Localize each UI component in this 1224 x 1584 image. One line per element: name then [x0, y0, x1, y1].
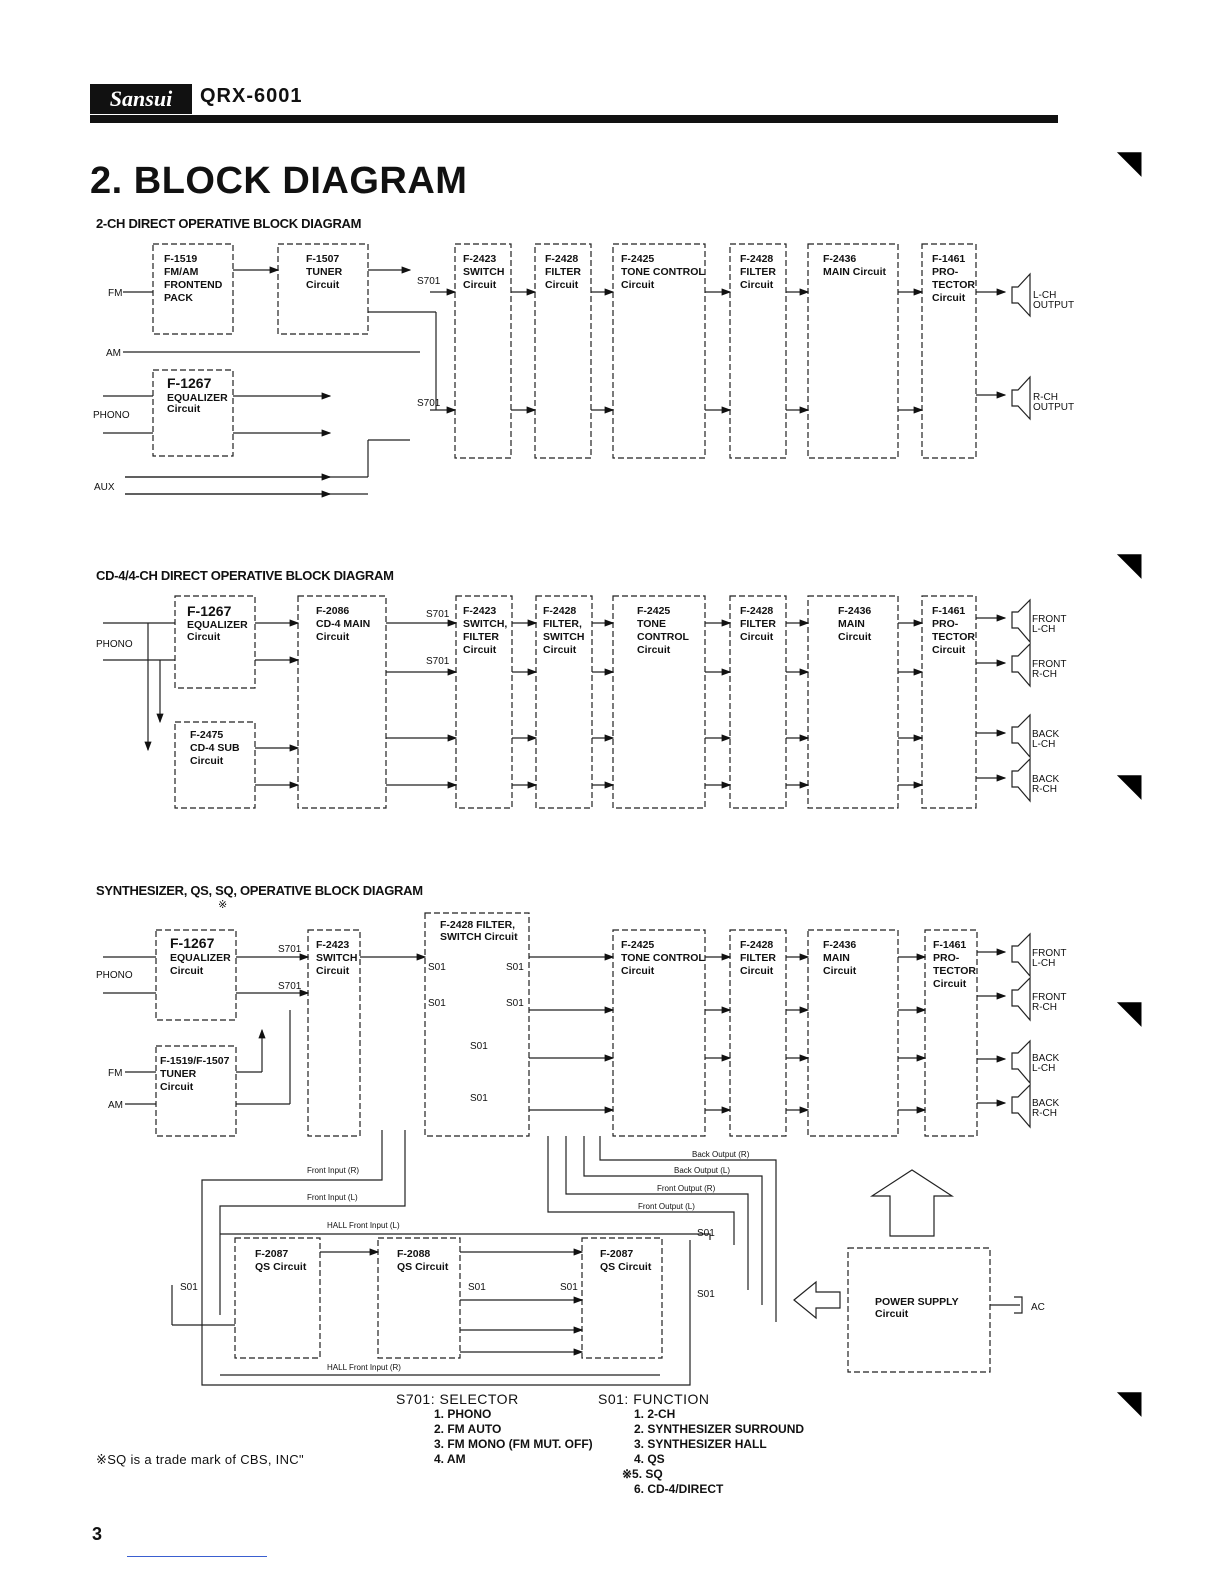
block-f1267-2ch-label-0: F-1267: [167, 375, 212, 391]
cd4-back-r-0: BACK: [1032, 774, 1060, 785]
s01-qs-right2: S01: [697, 1289, 715, 1300]
diagram-cd4: [96, 596, 1066, 808]
cd4-f2423-0: F-2423: [463, 605, 497, 617]
sy-f2087b-0: F-2087: [600, 1248, 634, 1260]
bus-hall-front-input-l: [220, 1234, 710, 1240]
sy-power-0: POWER SUPPLY: [875, 1296, 959, 1308]
cd4-f2425-1: TONE: [637, 618, 666, 630]
aux-label: AUX: [94, 482, 115, 493]
sq-mark: ※: [218, 899, 228, 911]
label-2ch-f2428b-2: Circuit: [740, 279, 774, 291]
sy-f2088-0: F-2088: [397, 1248, 431, 1260]
block-power-supply: [848, 1248, 990, 1372]
s01-c: S01: [428, 998, 446, 1009]
label-2ch-f2425-0: F-2425: [621, 253, 655, 265]
s01-b: S01: [506, 962, 524, 973]
cd4-f2428b-1: FILTER: [740, 618, 776, 630]
label-2ch-f2428b-0: F-2428: [740, 253, 774, 265]
cd4-f1461-0: F-1461: [932, 605, 966, 617]
legend-s701-item: 4. AM: [434, 1452, 466, 1466]
sy-f1461-1: PRO-: [933, 952, 960, 964]
cd4-f2436-2: Circuit: [838, 631, 872, 643]
sy-f2423-1: SWITCH: [316, 952, 358, 964]
cd4-back-r-1: R-CH: [1032, 784, 1057, 795]
cd4-f1267-0: F-1267: [187, 603, 232, 619]
sy-front-l-1: L-CH: [1032, 958, 1056, 969]
sansui-logo: Sansui: [90, 84, 192, 114]
label-2ch-f2436-0: F-2436: [823, 253, 857, 265]
s701-2ch-top: S701: [417, 276, 441, 287]
bus-front-output-r: [566, 1136, 748, 1290]
speaker-icon: [1012, 1085, 1030, 1127]
sy-front-r-0: FRONT: [1032, 992, 1067, 1003]
cd4-front-l-1: L-CH: [1032, 624, 1056, 635]
cd4-f2086-0: F-2086: [316, 605, 350, 617]
hall-front-input-r: HALL Front Input (R): [327, 1363, 401, 1372]
sy-f2423-0: F-2423: [316, 939, 350, 951]
s701-2ch-bot: S701: [417, 398, 441, 409]
ac-label: AC: [1031, 1302, 1045, 1313]
cd4-f2475-0: F-2475: [190, 729, 224, 741]
rch-out-1: OUTPUT: [1033, 402, 1075, 413]
sy-f1461-3: Circuit: [933, 978, 967, 990]
legend-s701-item: 1. PHONO: [434, 1407, 492, 1421]
sy-f1519-2: Circuit: [160, 1081, 194, 1093]
cd4-f2425-2: CONTROL: [637, 631, 689, 643]
cd4-f2425-0: F-2425: [637, 605, 671, 617]
block-f1507-label-1: TUNER: [306, 266, 343, 278]
label-2ch-f2428-0: F-2428: [545, 253, 579, 265]
cd4-f2086-2: Circuit: [316, 631, 350, 643]
section-title-synth: SYNTHESIZER, QS, SQ, OPERATIVE BLOCK DIAGRAM: [96, 883, 423, 898]
legend-s01-item: 4. QS: [634, 1452, 665, 1466]
cd4-f2436-0: F-2436: [838, 605, 872, 617]
sy-phono-label: PHONO: [96, 970, 133, 981]
front-input-l: Front Input (L): [307, 1193, 358, 1202]
block-f1519-label-0: F-1519: [164, 253, 198, 265]
rch-out-0: R-CH: [1033, 392, 1058, 403]
left-arrow-icon: [794, 1282, 840, 1318]
s01-f: S01: [470, 1093, 488, 1104]
speaker-icon: [1012, 644, 1030, 686]
s701-sy-top: S701: [278, 944, 302, 955]
legend-s01-heading: S01: FUNCTION: [598, 1391, 710, 1407]
phono-label: PHONO: [93, 410, 130, 421]
sy-front-l-0: FRONT: [1032, 948, 1067, 959]
speaker-icon: [1012, 274, 1030, 316]
block-f1507-label-0: F-1507: [306, 253, 340, 265]
sy-back-l-0: BACK: [1032, 1053, 1060, 1064]
cd4-front-r-1: R-CH: [1032, 669, 1057, 680]
cd4-f2428b-2: Circuit: [740, 631, 774, 643]
legend-s701: [396, 1392, 593, 1467]
sy-back-r-0: BACK: [1032, 1098, 1060, 1109]
block-f1519-label-1: FM/AM: [164, 266, 199, 278]
sy-f2423-2: Circuit: [316, 965, 350, 977]
cd4-back-l-0: BACK: [1032, 729, 1060, 740]
legend-s01: [598, 1392, 804, 1497]
front-output-l: Front Output (L): [638, 1202, 695, 1211]
label-2ch-f2425-2: Circuit: [621, 279, 655, 291]
cd4-f1461-2: TECTOR: [932, 631, 975, 643]
sy-f2087a-0: F-2087: [255, 1248, 289, 1260]
cd4-f2423-3: Circuit: [463, 644, 497, 656]
cd4-f2428-0: F-2428: [543, 605, 577, 617]
front-input-r: Front Input (R): [307, 1166, 360, 1175]
bus-back-output-l: [584, 1136, 762, 1305]
sy-f1461-2: TECTOR: [933, 965, 976, 977]
sy-f2087a-1: QS Circuit: [255, 1261, 307, 1273]
speaker-icon: [1012, 978, 1030, 1020]
binder-hole-mark: ◥: [1118, 1386, 1142, 1419]
page-number: 3: [92, 1524, 103, 1544]
lch-out-0: L-CH: [1033, 290, 1057, 301]
cd4-front-l-0: FRONT: [1032, 614, 1067, 625]
cd4-f2423-1: SWITCH,: [463, 618, 508, 630]
label-2ch-f2423-2: Circuit: [463, 279, 497, 291]
sy-f1519-0: F-1519/F-1507: [160, 1055, 230, 1067]
link-underline: [127, 1556, 267, 1557]
label-2ch-f2425-1: TONE CONTROL: [621, 266, 705, 278]
sy-power-1: Circuit: [875, 1308, 909, 1320]
s701-cd4-bot: S701: [426, 656, 450, 667]
s01-d: S01: [506, 998, 524, 1009]
label-2ch-f2436-1: MAIN Circuit: [823, 266, 886, 278]
s01-qs-mid2: S01: [560, 1282, 578, 1293]
cd4-f2423-2: FILTER: [463, 631, 499, 643]
sy-f2428-0: F-2428 FILTER,: [440, 919, 516, 931]
label-2ch-f2428-2: Circuit: [545, 279, 579, 291]
s01-qs-right1: S01: [697, 1228, 715, 1239]
sy-front-r-1: R-CH: [1032, 1002, 1057, 1013]
cd4-f2086-1: CD-4 MAIN: [316, 618, 371, 630]
back-output-l: Back Output (L): [674, 1166, 731, 1175]
speaker-icon: [1012, 715, 1030, 757]
sy-f1267-2: Circuit: [170, 965, 204, 977]
diagram-synth: [96, 913, 1066, 1385]
label-2ch-f2423-0: F-2423: [463, 253, 497, 265]
label-2ch-f1461-3: Circuit: [932, 292, 966, 304]
s01-e: S01: [470, 1041, 488, 1052]
s701-sy-bot: S701: [278, 981, 302, 992]
binder-hole-mark: ◥: [1118, 548, 1142, 581]
speaker-icon: [1012, 1041, 1030, 1083]
speaker-icon: [1012, 759, 1030, 801]
bus-back-output-r: [600, 1136, 776, 1322]
legend-s01-item: 2. SYNTHESIZER SURROUND: [634, 1422, 805, 1436]
speaker-icon: [1012, 600, 1030, 642]
sy-f2436-0: F-2436: [823, 939, 857, 951]
legend-s701-item: 3. FM MONO (FM MUT. OFF): [434, 1437, 593, 1451]
sy-f1267-0: F-1267: [170, 935, 215, 951]
cd4-f1267-2: Circuit: [187, 631, 221, 643]
cd4-f2425-3: Circuit: [637, 644, 671, 656]
cd4-f2428-1: FILTER,: [543, 618, 582, 630]
binder-hole-mark: ◥: [1118, 996, 1142, 1029]
s01-qs-left: S01: [180, 1282, 198, 1293]
sy-fm-label: FM: [108, 1068, 123, 1079]
fm-label: FM: [108, 288, 123, 299]
section-title-2ch: 2-CH DIRECT OPERATIVE BLOCK DIAGRAM: [96, 216, 362, 231]
cd4-phono-label: PHONO: [96, 639, 133, 650]
up-arrow-icon: [872, 1170, 952, 1236]
lch-out-1: OUTPUT: [1033, 300, 1075, 311]
block-f1507-label-2: Circuit: [306, 279, 340, 291]
hall-front-input-l: HALL Front Input (L): [327, 1221, 400, 1230]
front-output-r: Front Output (R): [657, 1184, 716, 1193]
block-f1519-label-3: PACK: [164, 292, 193, 304]
label-2ch-f1461-0: F-1461: [932, 253, 966, 265]
cd4-f2428b-0: F-2428: [740, 605, 774, 617]
sy-f1519-1: TUNER: [160, 1068, 197, 1080]
cd4-f2475-1: CD-4 SUB: [190, 742, 240, 754]
s701-cd4-top: S701: [426, 609, 450, 620]
section-title-cd4: CD-4/4-CH DIRECT OPERATIVE BLOCK DIAGRAM: [96, 568, 394, 583]
binder-hole-mark: ◥: [1118, 146, 1142, 179]
back-output-r: Back Output (R): [692, 1150, 750, 1159]
sy-f2425-2: Circuit: [621, 965, 655, 977]
sy-f2087b-1: QS Circuit: [600, 1261, 652, 1273]
sy-back-r-1: R-CH: [1032, 1108, 1057, 1119]
cd4-f2436-1: MAIN: [838, 618, 865, 630]
legend-s01-item: 6. CD-4/DIRECT: [634, 1482, 724, 1496]
cd4-front-r-0: FRONT: [1032, 659, 1067, 670]
speaker-icon: [1012, 377, 1030, 419]
cd4-f1461-1: PRO-: [932, 618, 959, 630]
legend-s701-item: 2. FM AUTO: [434, 1422, 502, 1436]
sy-f2436-1: MAIN: [823, 952, 850, 964]
sy-f1267-1: EQUALIZER: [170, 952, 231, 964]
binder-hole-mark: ◥: [1118, 769, 1142, 802]
sy-f2428b-1: FILTER: [740, 952, 776, 964]
s01-qs-mid1: S01: [468, 1282, 486, 1293]
trademark-note: ※SQ is a trade mark of CBS, INC": [96, 1452, 304, 1467]
label-2ch-f1461-2: TECTOR: [932, 279, 975, 291]
cd4-f1461-3: Circuit: [932, 644, 966, 656]
cd4-back-l-1: L-CH: [1032, 739, 1056, 750]
block-f1519-label-2: FRONTEND: [164, 279, 223, 291]
sy-f2428b-2: Circuit: [740, 965, 774, 977]
sy-back-l-1: L-CH: [1032, 1063, 1056, 1074]
sy-f2436-2: Circuit: [823, 965, 857, 977]
cd4-f1267-1: EQUALIZER: [187, 619, 248, 631]
label-2ch-f2428-1: FILTER: [545, 266, 581, 278]
block-f2436-synth: [808, 930, 898, 1136]
sy-f2428-1: SWITCH Circuit: [440, 931, 518, 943]
sy-f2428b-0: F-2428: [740, 939, 774, 951]
sy-f2425-0: F-2425: [621, 939, 655, 951]
label-2ch-f1461-1: PRO-: [932, 266, 959, 278]
block-f1267-2ch-label-2: Circuit: [167, 403, 201, 415]
cd4-f2428-2: SWITCH: [543, 631, 585, 643]
legend-s01-item: 3. SYNTHESIZER HALL: [634, 1437, 767, 1451]
cd4-f2428-3: Circuit: [543, 644, 577, 656]
sy-f2425-1: TONE CONTROL: [621, 952, 705, 964]
s01-a: S01: [428, 962, 446, 973]
sy-f2088-1: QS Circuit: [397, 1261, 449, 1273]
block-f1267-2ch-label-1: EQUALIZER: [167, 392, 228, 404]
page-title: 2. BLOCK DIAGRAM: [90, 160, 468, 202]
sy-f1461-0: F-1461: [933, 939, 967, 951]
legend-s01-item: ※5. SQ: [622, 1467, 663, 1481]
legend-s01-item: 1. 2-CH: [634, 1407, 676, 1421]
label-2ch-f2428b-1: FILTER: [740, 266, 776, 278]
am-label: AM: [106, 348, 121, 359]
diagram-2ch: [93, 244, 1074, 494]
label-2ch-f2423-1: SWITCH: [463, 266, 505, 278]
legend-s701-heading: S701: SELECTOR: [396, 1391, 519, 1407]
sy-am-label: AM: [108, 1100, 123, 1111]
speaker-icon: [1012, 934, 1030, 976]
cd4-f2475-2: Circuit: [190, 755, 224, 767]
model-name: QRX-6001: [200, 85, 303, 107]
